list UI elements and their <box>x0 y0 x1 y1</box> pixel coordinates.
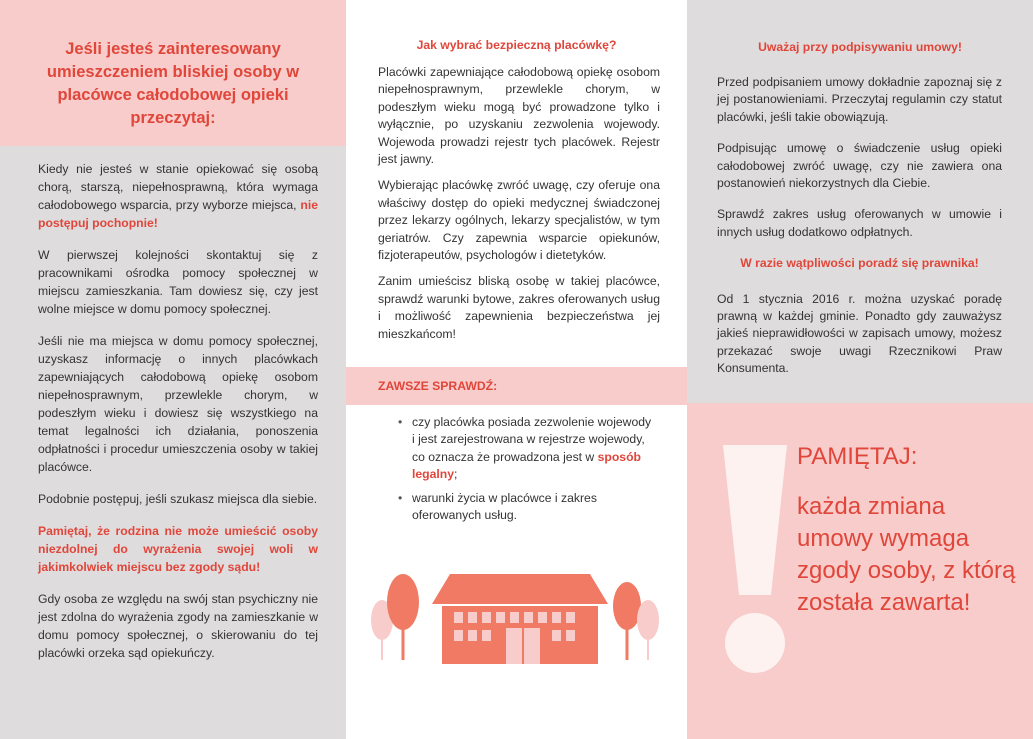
always-check-label: ZAWSZE SPRAWDŹ: <box>378 379 498 393</box>
left-paragraph-2: W pierwszej kolejności skontaktuj się z pracownikami ośrodka pomocy społecznej w miejscu zamieszkania. Tam dowiesz się, czy jest wolne miejsce w domu pomocy społecznej. <box>38 248 318 316</box>
left-text <box>38 160 318 676</box>
middle-paragraph-3: Zanim umieścisz bliską osobę w takiej placówce, sprawdź warunki bytowe, zakres oferowanych usług i możliwość zapewnienia bezpieczeństwa jej mieszkańcom! <box>378 274 660 341</box>
check-list-item: • warunki życia w placówce i zakres oferowanych usług. <box>398 490 654 525</box>
left-highlight-1: nie postępuj pochopnie! <box>38 198 318 230</box>
check-list-item: • czy placówka posiada zezwolenie wojewody i jest zarejestrowana w rejestrze wojewody, co oznacza że prowadzona jest w sposób legalny; <box>398 414 654 484</box>
right-paragraph-2: Podpisując umowę o świadczenie usług opieki całodobowej zwróć uwagę, czy nie zawiera ona postanowień niekorzystnych dla Ciebie. <box>717 141 1002 191</box>
right-column <box>687 0 1033 739</box>
tree-icon <box>387 574 419 660</box>
left-paragraph-4: Podobnie postępuj, jeśli szukasz miejsca dla siebie. <box>38 492 318 506</box>
exclamation-icon <box>715 445 795 675</box>
middle-text <box>378 64 660 352</box>
remember-text <box>797 441 1017 619</box>
left-column <box>0 0 346 739</box>
check-list <box>398 414 654 530</box>
building-icon <box>432 574 608 664</box>
middle-paragraph-2: Wybierając placówkę zwróć uwagę, czy oferuje ona właściwy dostęp do opieki medycznej świadczonej przez lekarzy ogólnych, lekarzy specjalistów, w tym geriatrów. Czy zapewnia wsparcie opiekunów, fizjoterapeutów, psychologów i dietetyków. <box>378 178 660 263</box>
right-text <box>717 74 1002 392</box>
lawyer-advice-heading: W razie wątpliwości poradź się prawnika! <box>740 256 979 271</box>
left-paragraph-6: Gdy osoba ze względu na swój stan psychiczny nie jest zdolna do wyrażenia zgody na zamieszkanie w domu pomocy społecznej, o skierowaniu do tej placówki orzeka sąd opiekuńczy. <box>38 592 318 660</box>
right-paragraph-3: Sprawdź zakres usług oferowanych w umowie i innych usług dodatkowo odpłatnych. <box>717 207 1002 239</box>
middle-column <box>346 0 687 739</box>
remember-title: PAMIĘTAJ: <box>797 443 918 470</box>
middle-paragraph-1: Placówki zapewniające całodobową opiekę osobom niepełnosprawnym, przewlekle chorym, w podeszłym wieku mogą być prowadzone tylko i wyłącznie, po uzyskaniu zezwolenia wojewody. Wojewoda prowadzi rejestr tych placówek. Rejestr jest jawny. <box>378 65 660 167</box>
right-paragraph-1: Przed podpisaniem umowy dokładnie zapoznaj się z jej postanowieniami. Przeczytaj regulamin czy statut placówki, jeśli takie obowiązują. <box>717 75 1002 124</box>
middle-heading: Jak wybrać bezpieczną placówkę? <box>416 38 617 52</box>
tree-icon <box>613 582 641 660</box>
remember-body: każda zmiana umowy wymaga zgody osoby, z którą została zawarta! <box>797 493 1016 616</box>
left-paragraph-3: Jeśli nie ma miejsca w domu pomocy społecznej, uzyskasz informację o innych placówkach zapewniających całodobową opiekę osobom niepełnosprawnym, przewlekle chorym, w podeszłym wieku i dowiesz się wszystkiego na temat legalności ich działania, ponoszenia odpłatności i procedur umieszczenia osoby w takiej placówce. <box>38 334 318 474</box>
tree-icon <box>637 600 659 660</box>
right-paragraph-4: Od 1 stycznia 2016 r. można uzyskać poradę prawną w każdej gminie. Ponadto gdy zauważysz jakieś nieprawidłowości w zapisach umowy, możesz przekazać swoje uwagi Rzecznikowi Praw Konsumenta. <box>717 291 1002 376</box>
building-illustration <box>346 560 687 680</box>
right-heading: Uważaj przy podpisywaniu umowy! <box>758 40 962 54</box>
legal-highlight: sposób legalny <box>412 449 641 482</box>
remember-box <box>687 403 1033 739</box>
left-title: Jeśli jesteś zainteresowany umieszczeniem bliskiej osoby w placówce całodobowej opieki przeczytaj: <box>46 40 300 127</box>
left-warning: Pamiętaj, że rodzina nie może umieścić osoby niezdolnej do wyrażenia swojej woli w jakimkolwiek miejscu bez zgody sądu! <box>38 524 318 574</box>
always-check-band <box>346 367 687 405</box>
left-paragraph-1: Kiedy nie jesteś w stanie opiekować się osobą chorą, starszą, niepełnosprawną, która wymaga całodobowego wsparcia, przy wyborze miejsca, nie postępuj pochopnie! <box>38 162 318 230</box>
